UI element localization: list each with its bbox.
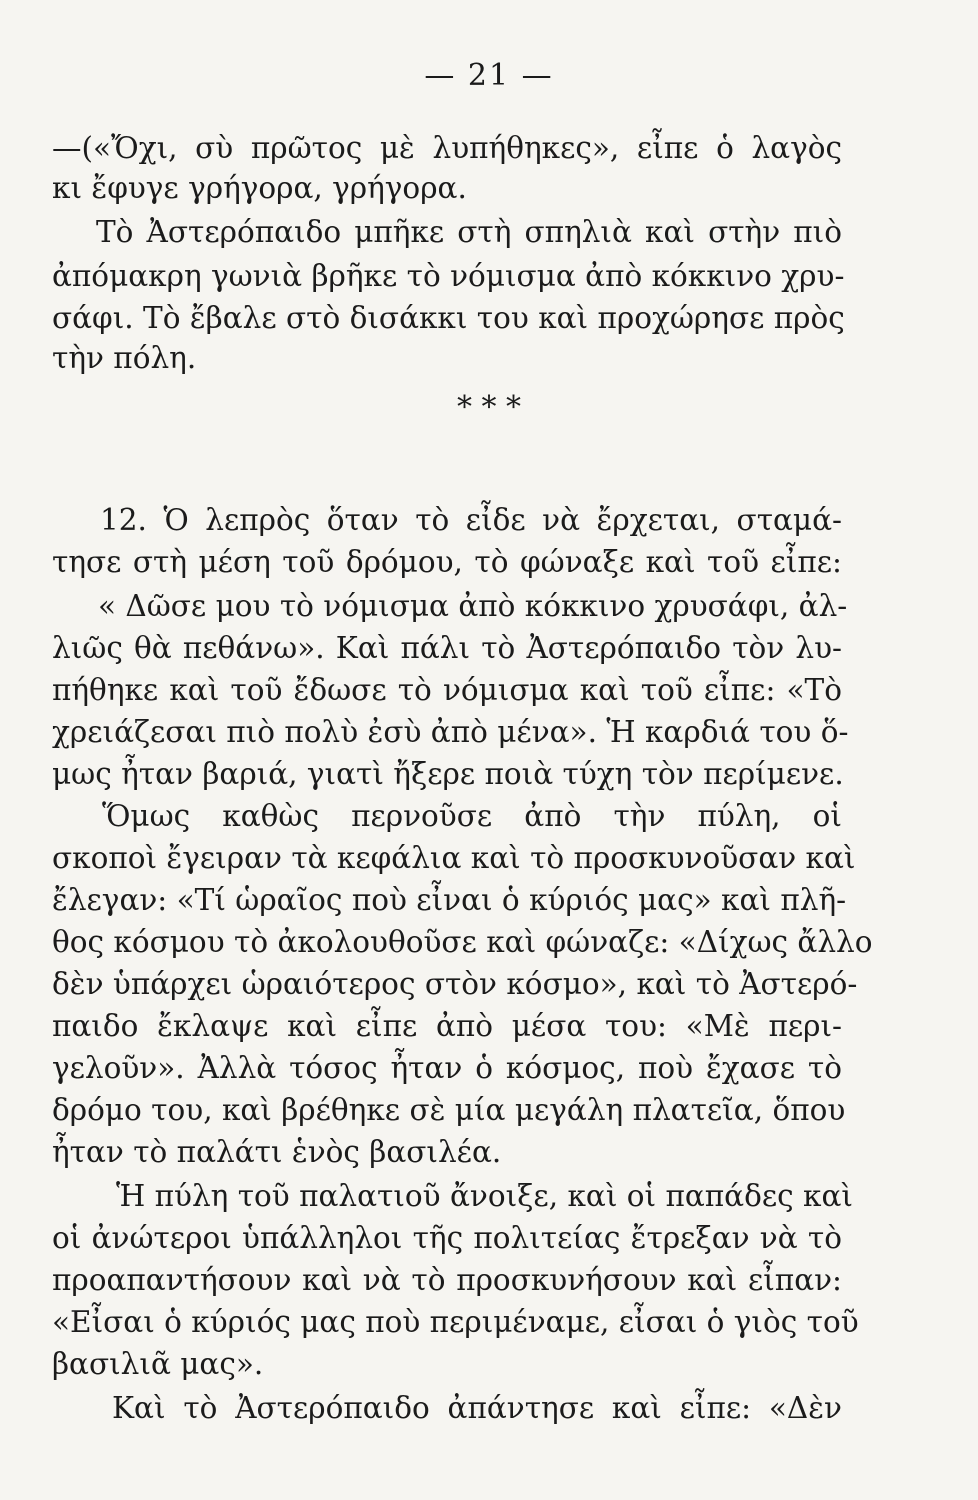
text-line: ἔλεγαν: «Τί ὡραῖος ποὺ εἶναι ὁ κύριός μας» καὶ πλῆ- — [52, 883, 847, 917]
text-line: γελοῦν». Ἀλλὰ τόσος ἦταν ὁ κόσμος, ποὺ ἔχασε τὸ — [52, 1051, 842, 1085]
text-line: Ὅμως καθὼς περνοῦσε ἀπὸ τὴν πύλη, οἱ — [102, 799, 842, 833]
text-line: κι ἔφυγε γρήγορα, γρήγορα. — [52, 171, 467, 205]
text-line: 12. Ὁ λεπρὸς ὅταν τὸ εἶδε νὰ ἔρχεται, σταμά- — [100, 503, 842, 537]
text-line: «Εἶσαι ὁ κύριός μας ποὺ περιμέναμε, εἶσαι ὁ γιὸς τοῦ — [52, 1305, 859, 1339]
text-line: μως ἦταν βαριά, γιατὶ ἤξερε ποιὰ τύχη τὸν περίμενε. — [52, 757, 844, 791]
text-line: δρόμο του, καὶ βρέθηκε σὲ μία μεγάλη πλατεῖα, ὅπου — [52, 1093, 846, 1127]
text-line: τὴν πόλη. — [52, 341, 197, 375]
text-line: θος κόσμου τὸ ἀκολουθοῦσε καὶ φώναζε: «Δίχως ἄλλο — [52, 925, 873, 959]
text-line: πήθηκε καὶ τοῦ ἔδωσε τὸ νόμισμα καὶ τοῦ εἶπε: «Τὸ — [52, 673, 842, 707]
text-line: βασιλιᾶ μας». — [52, 1347, 264, 1381]
text-line: ἦταν τὸ παλάτι ἑνὸς βασιλέα. — [52, 1135, 502, 1169]
text-line: τησε στὴ μέση τοῦ δρόμου, τὸ φώναξε καὶ τοῦ εἶπε: — [52, 545, 842, 579]
page-number: — 21 — — [424, 58, 554, 93]
text-line: Καὶ τὸ Ἀστερόπαιδο ἀπάντησε καὶ εἶπε: «Δὲν — [112, 1391, 842, 1425]
text-line: χρειάζεσαι πιὸ πολὺ ἐσὺ ἀπὸ μένα». Ἡ καρδιά του ὅ- — [52, 715, 849, 749]
text-line: δὲν ὑπάρχει ὡραιότερος στὸν κόσμο», καὶ τὸ Ἀστερό- — [52, 967, 858, 1001]
text-line: —(«Ὄχι, σὺ πρῶτος μὲ λυπήθηκες», εἶπε ὁ λαγὸς — [52, 131, 842, 165]
text-line: « Δῶσε μου τὸ νόμισμα ἀπὸ κόκκινο χρυσάφι, ἀλ- — [98, 589, 848, 623]
text-line: Ἡ πύλη τοῦ παλατιοῦ ἄνοιξε, καὶ οἱ παπάδες καὶ — [116, 1179, 853, 1213]
text-line: λιῶς θὰ πεθάνω». Καὶ πάλι τὸ Ἀστερόπαιδο τὸν λυ- — [52, 631, 842, 665]
text-line: προαπαντήσουν καὶ νὰ τὸ προσκυνήσουν καὶ εἶπαν: — [52, 1263, 842, 1297]
text-line: σκοποὶ ἔγειραν τὰ κεφάλια καὶ τὸ προσκυνοῦσαν καὶ — [52, 841, 856, 875]
text-line: ἀπόμακρη γωνιὰ βρῆκε τὸ νόμισμα ἀπὸ κόκκινο χρυ- — [52, 259, 845, 293]
text-line: σάφι. Τὸ ἔβαλε στὸ δισάκκι του καὶ προχώρησε πρὸς — [52, 301, 845, 335]
text-line: Τὸ Ἀστερόπαιδο μπῆκε στὴ σπηλιὰ καὶ στὴν πιὸ — [96, 215, 842, 249]
section-asterism: * * * — [456, 390, 522, 425]
text-line: παιδο ἔκλαψε καὶ εἶπε ἀπὸ μέσα του: «Μὲ περι- — [52, 1009, 842, 1043]
text-line: οἱ ἀνώτεροι ὑπάλληλοι τῆς πολιτείας ἔτρεξαν νὰ τὸ — [52, 1221, 842, 1255]
